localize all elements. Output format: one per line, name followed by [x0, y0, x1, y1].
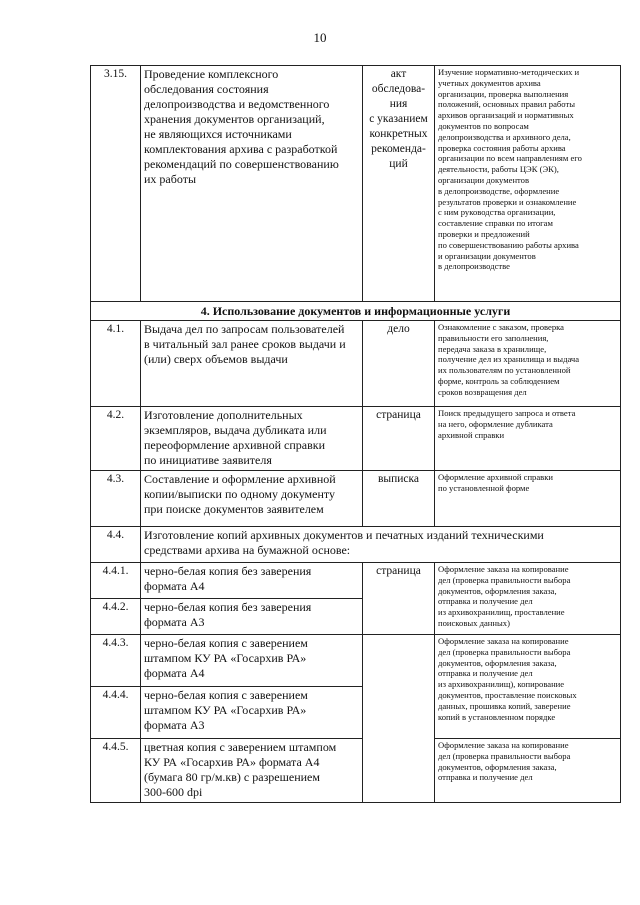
page-number: 10 [313, 30, 327, 45]
service-name: черно-белая копия без заверения формата А4 [141, 563, 363, 599]
unit-of-measure: выписка [363, 471, 435, 527]
work-description: Изучение нормативно-методических и учетных документов архива организации, проверка выполнения положений, основных правил работы архивов организаций и нормативных документов по вопросам делопроизводства и архивного дела, проверка состояния работы архива организации по всем направлениям его деятельности, работы ЦЭК (ЭК), организации документов в делопроизводстве, оформление результатов проверки и ознакомление с ним руководства организации, составление справки по итогам проверки и предложений по совершенствованию работы архива и организации документов в делопроизводстве [435, 66, 621, 302]
table-row [91, 635, 621, 687]
row-number: 4.4.5. [91, 739, 141, 803]
table-row [91, 563, 621, 599]
row-number: 4.4.3. [91, 635, 141, 687]
service-name: черно-белая копия с заверением штампом КУ РА «Госархив РА» формата А3 [141, 687, 363, 739]
work-description: Оформление архивной справки по установленной форме [435, 471, 621, 527]
row-number: 4.4.2. [91, 599, 141, 635]
services-table [90, 65, 621, 803]
row-number: 4.4. [91, 527, 141, 563]
unit-of-measure: акт обследова- ния с указанием конкретных рекоменда- ций [363, 66, 435, 302]
unit-of-measure-empty [363, 635, 435, 803]
table-row [91, 407, 621, 471]
row-number: 4.1. [91, 321, 141, 407]
work-description: Ознакомление с заказом, проверка правильности его заполнения, передача заказа в хранилище, получение дел из хранилища и выдача их пользователям по установленной форме, контроль за соблюдением сроков возвращения дел [435, 321, 621, 407]
work-description: Поиск предыдущего запроса и ответа на него, оформление дубликата архивной справки [435, 407, 621, 471]
table-row [91, 739, 621, 803]
service-name: черно-белая копия с заверением штампом КУ РА «Госархив РА» формата А4 [141, 635, 363, 687]
service-name: цветная копия с заверением штампом КУ РА «Госархив РА» формата А4 (бумага 80 гр/м.кв) с разрешением 300-600 dpi [141, 739, 363, 803]
row-number: 3.15. [91, 66, 141, 302]
table-row [91, 321, 621, 407]
unit-of-measure: дело [363, 321, 435, 407]
row-number: 4.3. [91, 471, 141, 527]
table-row [91, 471, 621, 527]
service-name: Изготовление дополнительных экземпляров, выдача дубликата или переоформление архивной справки по инициативе заявителя [141, 407, 363, 471]
row-number: 4.2. [91, 407, 141, 471]
service-name: Выдача дел по запросам пользователей в читальный зал ранее сроков выдачи и (или) сверх объемов выдачи [141, 321, 363, 407]
work-description: Оформление заказа на копирование дел (проверка правильности выбора документов, оформления заказа, отправка и получение дел из архивохранилищ, проставление поисковых данных) [435, 563, 621, 635]
work-description: Оформление заказа на копирование дел (проверка правильности выбора документов, оформления заказа, отправка и получение дел из архивохранилищ), копирование документов, проставление поисковых данных, прошивка копий, заверение копий в установленном порядке [435, 635, 621, 739]
service-group-title: Изготовление копий архивных документов и печатных изданий техническими средствами архива на бумажной основе: [141, 527, 621, 563]
row-number: 4.4.4. [91, 687, 141, 739]
row-number: 4.4.1. [91, 563, 141, 599]
service-name: Составление и оформление архивной копии/выписки по одному документу при поиске документов заявителем [141, 471, 363, 527]
unit-of-measure: страница [363, 563, 435, 635]
section-title: 4. Использование документов и информационные услуги [91, 302, 621, 321]
work-description: Оформление заказа на копирование дел (проверка правильности выбора документов, оформления заказа, отправка и получение дел [435, 739, 621, 803]
unit-of-measure: страница [363, 407, 435, 471]
table-row [91, 527, 621, 563]
service-name: черно-белая копия без заверения формата А3 [141, 599, 363, 635]
section-heading-row [91, 302, 621, 321]
table-row [91, 66, 621, 302]
service-name: Проведение комплексного обследования состояния делопроизводства и ведомственного хранения документов организаций, не являющихся источниками комплектования архива с разработкой рекомендаций по совершенствованию их работы [141, 66, 363, 302]
